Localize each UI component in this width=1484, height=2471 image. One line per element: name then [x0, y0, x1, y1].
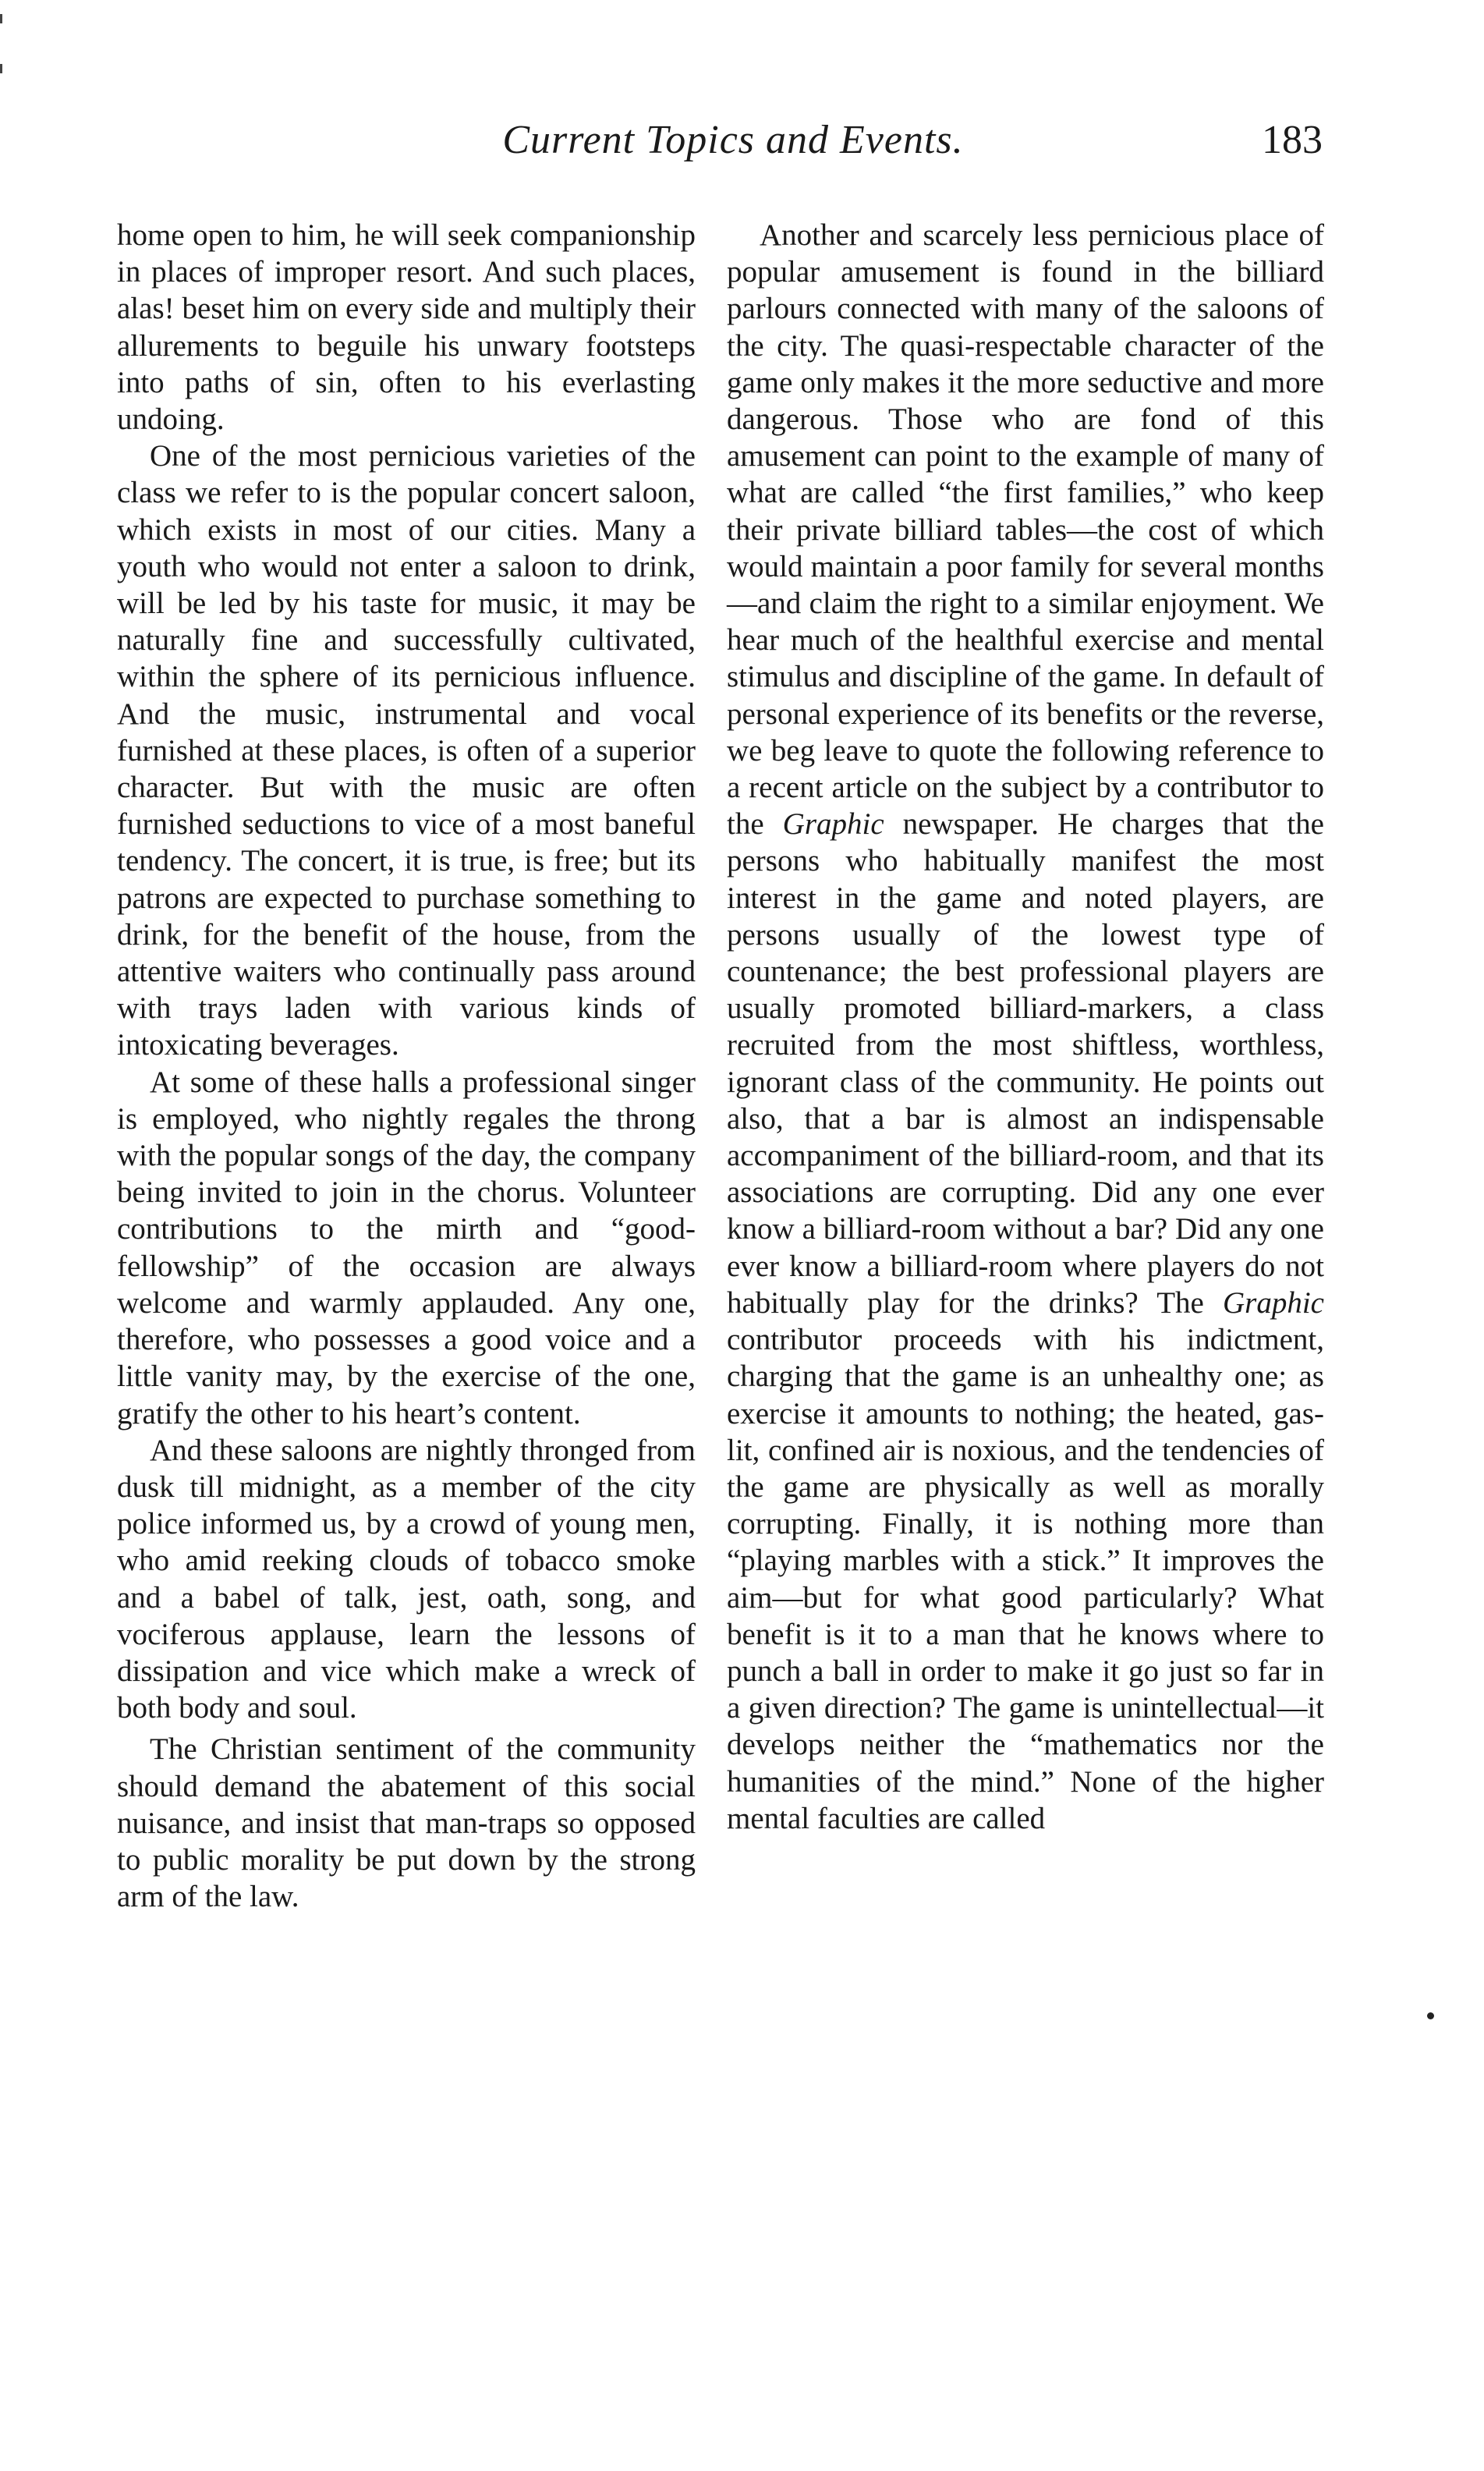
- paragraph: At some of these halls a professional singer is employed, who nightly regales the throng with the popular songs of the day, the company being invited to join in the chorus. Volunteer contributions to the mirth and “good-fellowship” of the occasion are always welcome and warmly applauded. Any one, therefore, who possesses a good voice and a little vanity may, by the exercise of the one, gratify the other to his heart’s content.: [117, 1065, 696, 1430]
- scan-edge-mark: [0, 14, 2, 23]
- scan-edge-mark: [0, 64, 2, 73]
- text-run: contributor proceeds with his indictment, charging that the game is an unhealthy one; as exercise it amounts to nothing; the heated, gas-lit, confined air is noxious, and the tendencies of the game are physically as well as morally corrupting. Finally, it is nothing more than “playing marbles with a stick.” It improves the aim—but for what good particularly? What benefit is it to a man that he knows where to punch a ball in order to make it go just so far in a given direction? The game is unintellectual—it develops neither the “mathematics nor the humanities of the mind.” None of the higher mental faculties are called: [727, 1323, 1324, 1835]
- left-column: [117, 217, 696, 1915]
- publication-title: Graphic: [1223, 1285, 1324, 1320]
- text-run: Another and scarcely less pernicious place of popular amusement is found in the billiard parlours connected with many of the saloons of the city. The quasi-respectable character of the game only makes it the more seductive and more dangerous. Those who are fond of this amusement can point to the example of many of what are called “the first families,” who keep their private billiard tables—the cost of which would maintain a poor family for several months—and claim the right to a similar enjoyment. We hear much of the healthful exercise and mental stimulus and discipline of the game. In default of personal experience of its benefits or the reverse, we beg leave to quote the following reference to a recent article on the subject by a contributor to the: [727, 218, 1324, 842]
- paragraph: One of the most pernicious varieties of the class we refer to is the popular concert saloon, which exists in most of our cities. Many a youth who would not enter a saloon to drink, will be led by his taste for music, it may be naturally fine and successfully cultivated, within the sphere of its pernicious influence. And the music, instrumental and vocal furnished at these places, is often of a superior character. But with the music are often furnished seductions to vice of a most baneful tendency. The concert, it is true, is free; but its patrons are expected to purchase something to drink, for the benefit of the house, from the attentive waiters who continually pass around with trays laden with various kinds of intoxicating beverages.: [117, 439, 696, 1062]
- scan-dot-mark: [1427, 2012, 1434, 2019]
- text-run: newspaper. He charges that the persons who habitually manifest the most interest in the game and noted players, are persons usually of the lowest type of countenance; the best professional players are usually promoted billiard-markers, a class recruited from the most shiftless, worthless, ignorant class of the community. He points out also, that a bar is almost an indispensable accompaniment of the billiard-room, and that its associations are corrupting. Did any one ever know a billiard-room without a bar? Did any one ever know a billiard-room where players do not habitually play for the drinks? The: [727, 807, 1324, 1320]
- page-number: 183: [1262, 118, 1323, 162]
- paragraph: home open to him, he will seek companionship in places of improper resort. And such places, alas! beset him on every side and multiply their allurements to beguile his unwary footsteps into paths of sin, often to his everlasting undoing.: [117, 218, 696, 437]
- paragraph: [727, 217, 1324, 1837]
- paragraph: The Christian sentiment of the community should demand the abatement of this social nuisance, and insist that man-traps so opposed to public morality be put down by the strong arm of the law.: [117, 1732, 696, 1914]
- running-title: Current Topics and Events.: [502, 118, 964, 162]
- paragraph: And these saloons are nightly thronged from dusk till midnight, as a member of the city police informed us, by a crowd of young men, who amid reeking clouds of tobacco smoke and a babel of talk, jest, oath, song, and vociferous applause, learn the lessons of dissipation and vice which make a wreck of both body and soul.: [117, 1433, 696, 1725]
- publication-title: Graphic: [782, 807, 884, 842]
- right-column: [727, 217, 1324, 1837]
